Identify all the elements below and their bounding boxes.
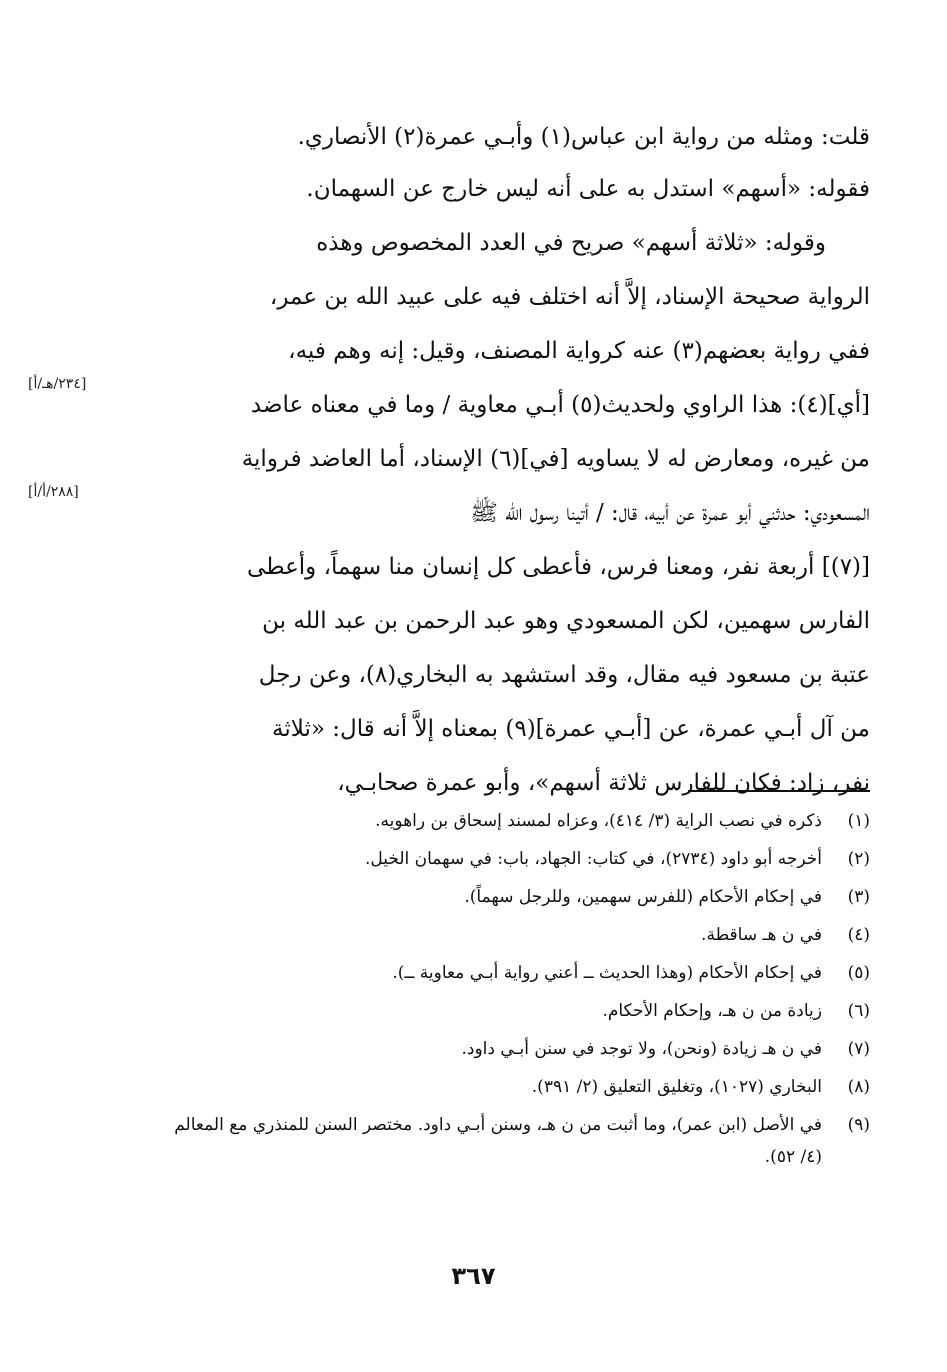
footnote-number: (١) <box>847 811 870 831</box>
text-line: قلت: ومثله من رواية ابن عباس(١) وأبـي عمرة(٢) الأنصاري. <box>297 124 870 150</box>
footnote-number: (٥) <box>847 963 870 983</box>
footnote-number: (٧) <box>847 1039 870 1059</box>
margin-note-manuscript-ref: [٢٣٤/هـ/أ] <box>28 376 87 392</box>
footnotes-section <box>150 805 870 1173</box>
footnote-item <box>150 957 870 995</box>
text-line: وقوله: «ثلاثة أسهم» صريح في العدد المخصوص وهذه <box>316 230 826 256</box>
text-line: نفر، زاد: فكان للفارس ثلاثة أسهم»، وأبو عمرة صحابـي، <box>337 770 870 796</box>
footnote-item <box>150 1033 870 1071</box>
footnote-text: البخاري (١٠٢٧)، وتغليق التعليق (٢/ ٣٩١). <box>531 1077 822 1097</box>
text-line: الرواية صحيحة الإسناد، إلاَّ أنه اختلف فيه على عبيد الله بن عمر، <box>269 284 870 310</box>
footnote-item <box>150 1109 870 1173</box>
text-line: من غيره، ومعارض له لا يساويه [في](٦) الإسناد، أما العاضد فرواية <box>241 446 870 472</box>
main-text <box>150 112 870 810</box>
text-line: ففي رواية بعضهم(٣) عنه كرواية المصنف، وقيل: إنه وهم فيه، <box>288 338 870 364</box>
footnote-text: في إحكام الأحكام (للفرس سهمين، وللرجل سهماً). <box>464 887 822 907</box>
footnote-number: (٤) <box>847 925 870 945</box>
footnote-item <box>150 995 870 1033</box>
footnote-text: ذكره في نصب الراية (٣/ ٤١٤)، وعزاه لمسند إسحاق بن راهويه. <box>375 811 822 831</box>
footnote-item <box>150 1071 870 1109</box>
footnote-text: في الأصل (ابن عمر)، وما أثبت من ن هـ، وسنن أبـي داود. مختصر السنن للمنذري مع المعالم (٤/ ٥٢). <box>174 1115 822 1167</box>
footnote-item <box>150 805 870 843</box>
footnote-text: في ن هـ زيادة (ونحن)، ولا توجد في سنن أبـي داود. <box>461 1039 822 1059</box>
text-line: فقوله: «أسهم» استدل به على أنه ليس خارج عن السهمان. <box>306 176 870 202</box>
text-line: الفارس سهمين، لكن المسعودي وهو عبد الرحمن بن عبد الله بن <box>262 608 870 634</box>
footnote-separator <box>688 790 870 792</box>
footnote-number: (٨) <box>847 1077 870 1097</box>
page-number: ٣٦٧ <box>451 1262 496 1290</box>
text-line: المسعودي: حدثني أبو عمرة عن أبيه، قال: / أتينا رسول الله ﷺ <box>470 500 870 526</box>
footnote-number: (٦) <box>847 1001 870 1021</box>
text-line: من آل أبـي عمرة، عن [أبـي عمرة](٩) بمعناه إلاَّ أنه قال: «ثلاثة <box>272 716 870 742</box>
footnote-text: زيادة من ن هـ، وإحكام الأحكام. <box>602 1001 822 1021</box>
footnote-text: أخرجه أبو داود (٢٧٣٤)، في كتاب: الجهاد، باب: في سهمان الخيل. <box>364 849 822 869</box>
text-line: [أي](٤): هذا الراوي ولحديث(٥) أبـي معاوية / وما في معناه عاضد <box>250 392 870 418</box>
footnote-item <box>150 843 870 881</box>
footnote-item <box>150 881 870 919</box>
footnote-number: (٢) <box>847 849 870 869</box>
footnote-text: في إحكام الأحكام (وهذا الحديث ــ أعني رواية أبـي معاوية ــ). <box>392 963 822 983</box>
text-line: [(٧)] أربعة نفر، ومعنا فرس، فأعطى كل إنسان منا سهماً، وأعطى <box>247 554 870 580</box>
footnote-text: في ن هـ ساقطة. <box>701 925 822 945</box>
footnote-number: (٣) <box>847 887 870 907</box>
footnote-item <box>150 919 870 957</box>
text-line: عتبة بن مسعود فيه مقال، وقد استشهد به البخاري(٨)، وعن رجل <box>258 662 870 688</box>
margin-note-manuscript-ref: [٢٨٨/أ/أ] <box>28 484 79 500</box>
footnote-number: (٩) <box>847 1115 870 1135</box>
